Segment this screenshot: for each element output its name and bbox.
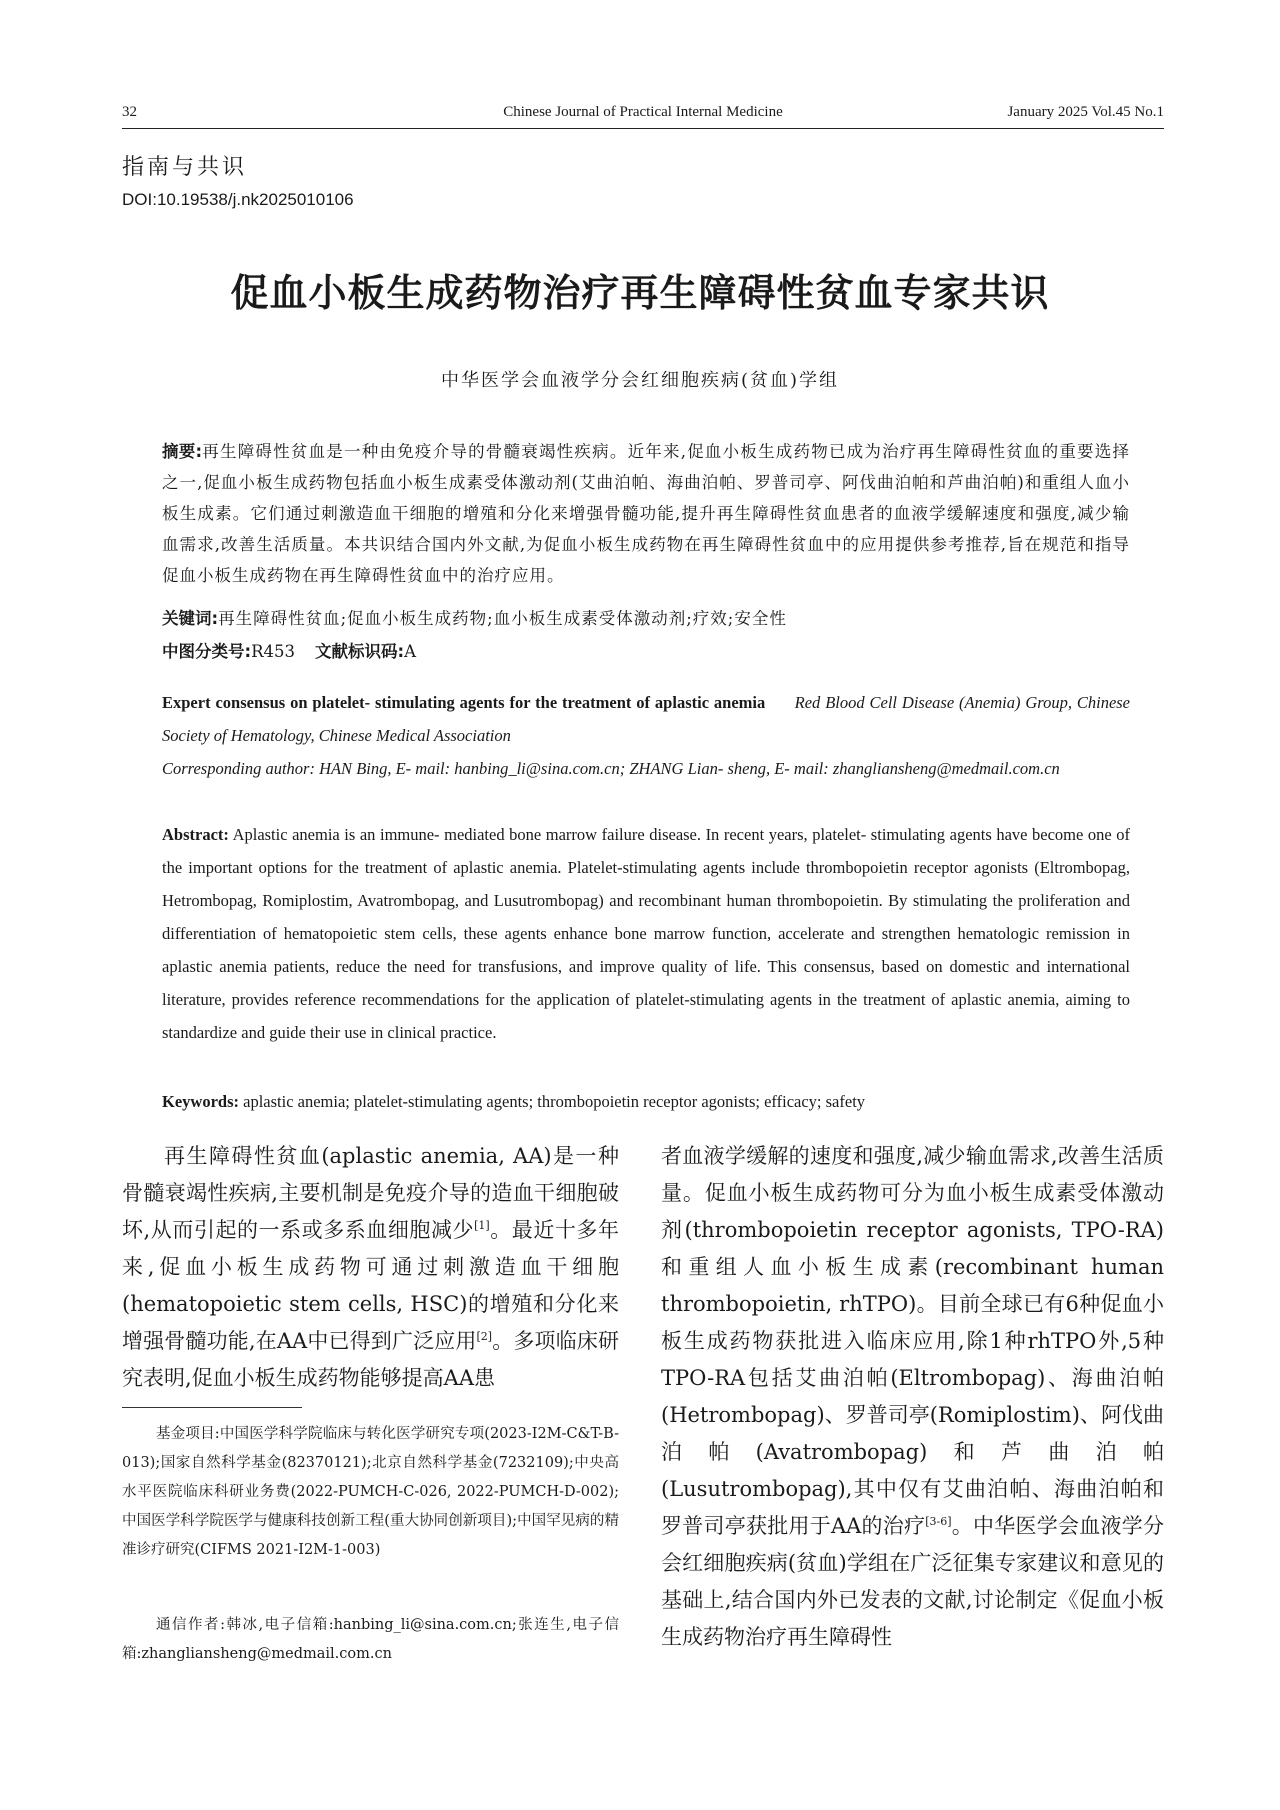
doc-code-label: 文献标识码: — [315, 642, 405, 661]
body-text: 。最近十多年来,促血小板生成药物可通过刺激造血干细胞(hematopoietic stem cells, HSC)的增殖和分化来增强骨髓功能,在AA中已得到广泛应用 — [122, 1218, 619, 1353]
english-group: Red Blood Cell Disease (Anemia) Group, Chinese Society of Hematology, Chinese Medical Association — [162, 693, 1131, 745]
abstract-cn-label: 摘要: — [162, 442, 203, 461]
english-title-block — [162, 686, 1130, 752]
english-abstract — [162, 818, 1130, 1049]
english-title: Expert consensus on platelet- stimulating agents for the treatment of aplastic anemia — [162, 693, 766, 712]
journal-name: Chinese Journal of Practical Internal Medicine — [503, 104, 783, 120]
classification — [162, 638, 416, 662]
clc-value: R453 — [251, 642, 296, 661]
keywords-cn-label: 关键词: — [162, 609, 219, 628]
abstract-cn — [162, 436, 1130, 591]
section-label: 指南与共识 — [122, 155, 248, 180]
body-text: 。多项临床研究表明,促血小板生成药物能够提高AA患 — [122, 1329, 619, 1390]
footnote-divider — [122, 1407, 302, 1408]
abstract-cn-text: 再生障碍性贫血是一种由免疫介导的骨髓衰竭性疾病。近年来,促血小板生成药物已成为治疗再生障碍性贫血的重要选择之一,促血小板生成药物包括血小板生成素受体激动剂(艾曲泊帕、海曲泊帕、罗普司亭、阿伐曲泊帕和芦曲泊帕)和重组人血小板生成素。它们通过刺激造血干细胞的增殖和分化来增强骨髓功能,提升再生障碍性贫血患者的血液学缓解速度和强度,减少输血需求,改善生活质量。本共识结合国内外文献,为促血小板生成药物在再生障碍性贫血中的应用提供参考推荐,旨在规范和指导促血小板生成药物在再生障碍性贫血中的治疗应用。 — [162, 442, 1130, 585]
article-title: 促血小板生成药物治疗再生障碍性贫血专家共识 — [230, 271, 1050, 315]
english-keywords-label: Keywords: — [162, 1092, 239, 1111]
body-text: 。中华医学会血液学分会红细胞疾病(贫血)学组在广泛征集专家建议和意见的基础上,结合国内外已发表的文献,讨论制定《促血小板生成药物治疗再生障碍性 — [661, 1514, 1164, 1649]
body-text: 再生障碍性贫血(aplastic anemia, AA)是一种骨髓衰竭性疾病,主要机制是免疫介导的造血干细胞破坏,从而引起的一系或多系血细胞减少 — [122, 1144, 619, 1242]
citation[interactable]: [2] — [476, 1330, 493, 1343]
body-text: 者血液学缓解的速度和强度,减少输血需求,改善生活质量。促血小板生成药物可分为血小板生成素受体激动剂(thrombopoietin receptor agonists, TPO-RA)和重组人血小板生成素(recombinant human thrombopoietin, rhTPO)。目前全球已有6种促血小板生成药物获批进入临床应用,除1种rhTPO外,5种TPO-RA包括艾曲泊帕(Eltrombopag)、海曲泊帕(Hetrombopag)、罗普司亭(Romiplostim)、阿伐曲泊帕(Avatrombopag)和芦曲泊帕(Lusutrombopag),其中仅有艾曲泊帕、海曲泊帕和罗普司亭获批用于AA的治疗 — [661, 1144, 1164, 1538]
keywords-cn-text: 再生障碍性贫血;促血小板生成药物;血小板生成素受体激动剂;疗效;安全性 — [218, 609, 787, 628]
body-left-column — [122, 1138, 619, 1397]
clc-label: 中图分类号: — [162, 642, 252, 661]
issue-info: January 2025 Vol.45 No.1 — [1007, 104, 1164, 120]
english-abstract-label: Abstract: — [162, 825, 229, 844]
doc-code-value: A — [404, 642, 417, 661]
funding-footnote: 基金项目:中国医学科学院临床与转化医学研究专项(2023-I2M-C&T-B-013);国家自然科学基金(82370121);北京自然科学基金(7232109);中央高水平医院临床科研业务费(2022-PUMCH-C-026, 2022-PUMCH-D-002);中国医学科学院医学与健康科技创新工程(重大协同创新项目);中国罕见病的精准诊疗研究(CIFMS 2021-I2M-1-003) — [122, 1426, 619, 1558]
running-header — [122, 102, 1164, 129]
english-keywords — [162, 1085, 1130, 1118]
english-corresponding: Corresponding author: HAN Bing, E- mail: hanbing_li@sina.com.cn; ZHANG Lian- sheng, E- mail: zhangliansheng@medmail.com.cn — [162, 759, 1060, 778]
english-abstract-text: Aplastic anemia is an immune- mediated bone marrow failure disease. In recent years, platelet- stimulating agents have become one of the important options for the treatment of aplastic anemia. Platelet-stimulating agents include thrombopoietin receptor agonists (Eltrombopag, Hetrombopag, Romiplostim, Avatrombopag, and Lusutrombopag) and recombinant human thrombopoietin. By stimulating the proliferation and differentiation of hematopoietic stem cells, these agents enhance bone marrow function, accelerate and strengthen hematologic remission in aplastic anemia patients, reduce the need for transfusions, and improve quality of life. This consensus, based on domestic and international literature, provides reference recommendations for the application of platelet-stimulating agents in the treatment of aplastic anemia, aiming to standardize and guide their use in clinical practice. — [162, 825, 1131, 1042]
body-right-column — [661, 1138, 1164, 1656]
doi: DOI:10.19538/j.nk2025010106 — [122, 190, 354, 209]
citation[interactable]: [3-6] — [925, 1515, 952, 1528]
english-keywords-text: aplastic anemia; platelet-stimulating agents; thrombopoietin receptor agonists; efficacy; safety — [243, 1092, 866, 1111]
author-group: 中华医学会血液学分会红细胞疾病(贫血)学组 — [440, 370, 840, 391]
keywords-cn — [162, 605, 787, 629]
citation[interactable]: [1] — [474, 1219, 490, 1232]
corresponding-footnote: 通信作者:韩冰,电子信箱:hanbing_li@sina.com.cn;张连生,电子信箱:zhangliansheng@medmail.com.cn — [122, 1617, 619, 1662]
page-number: 32 — [122, 104, 137, 120]
